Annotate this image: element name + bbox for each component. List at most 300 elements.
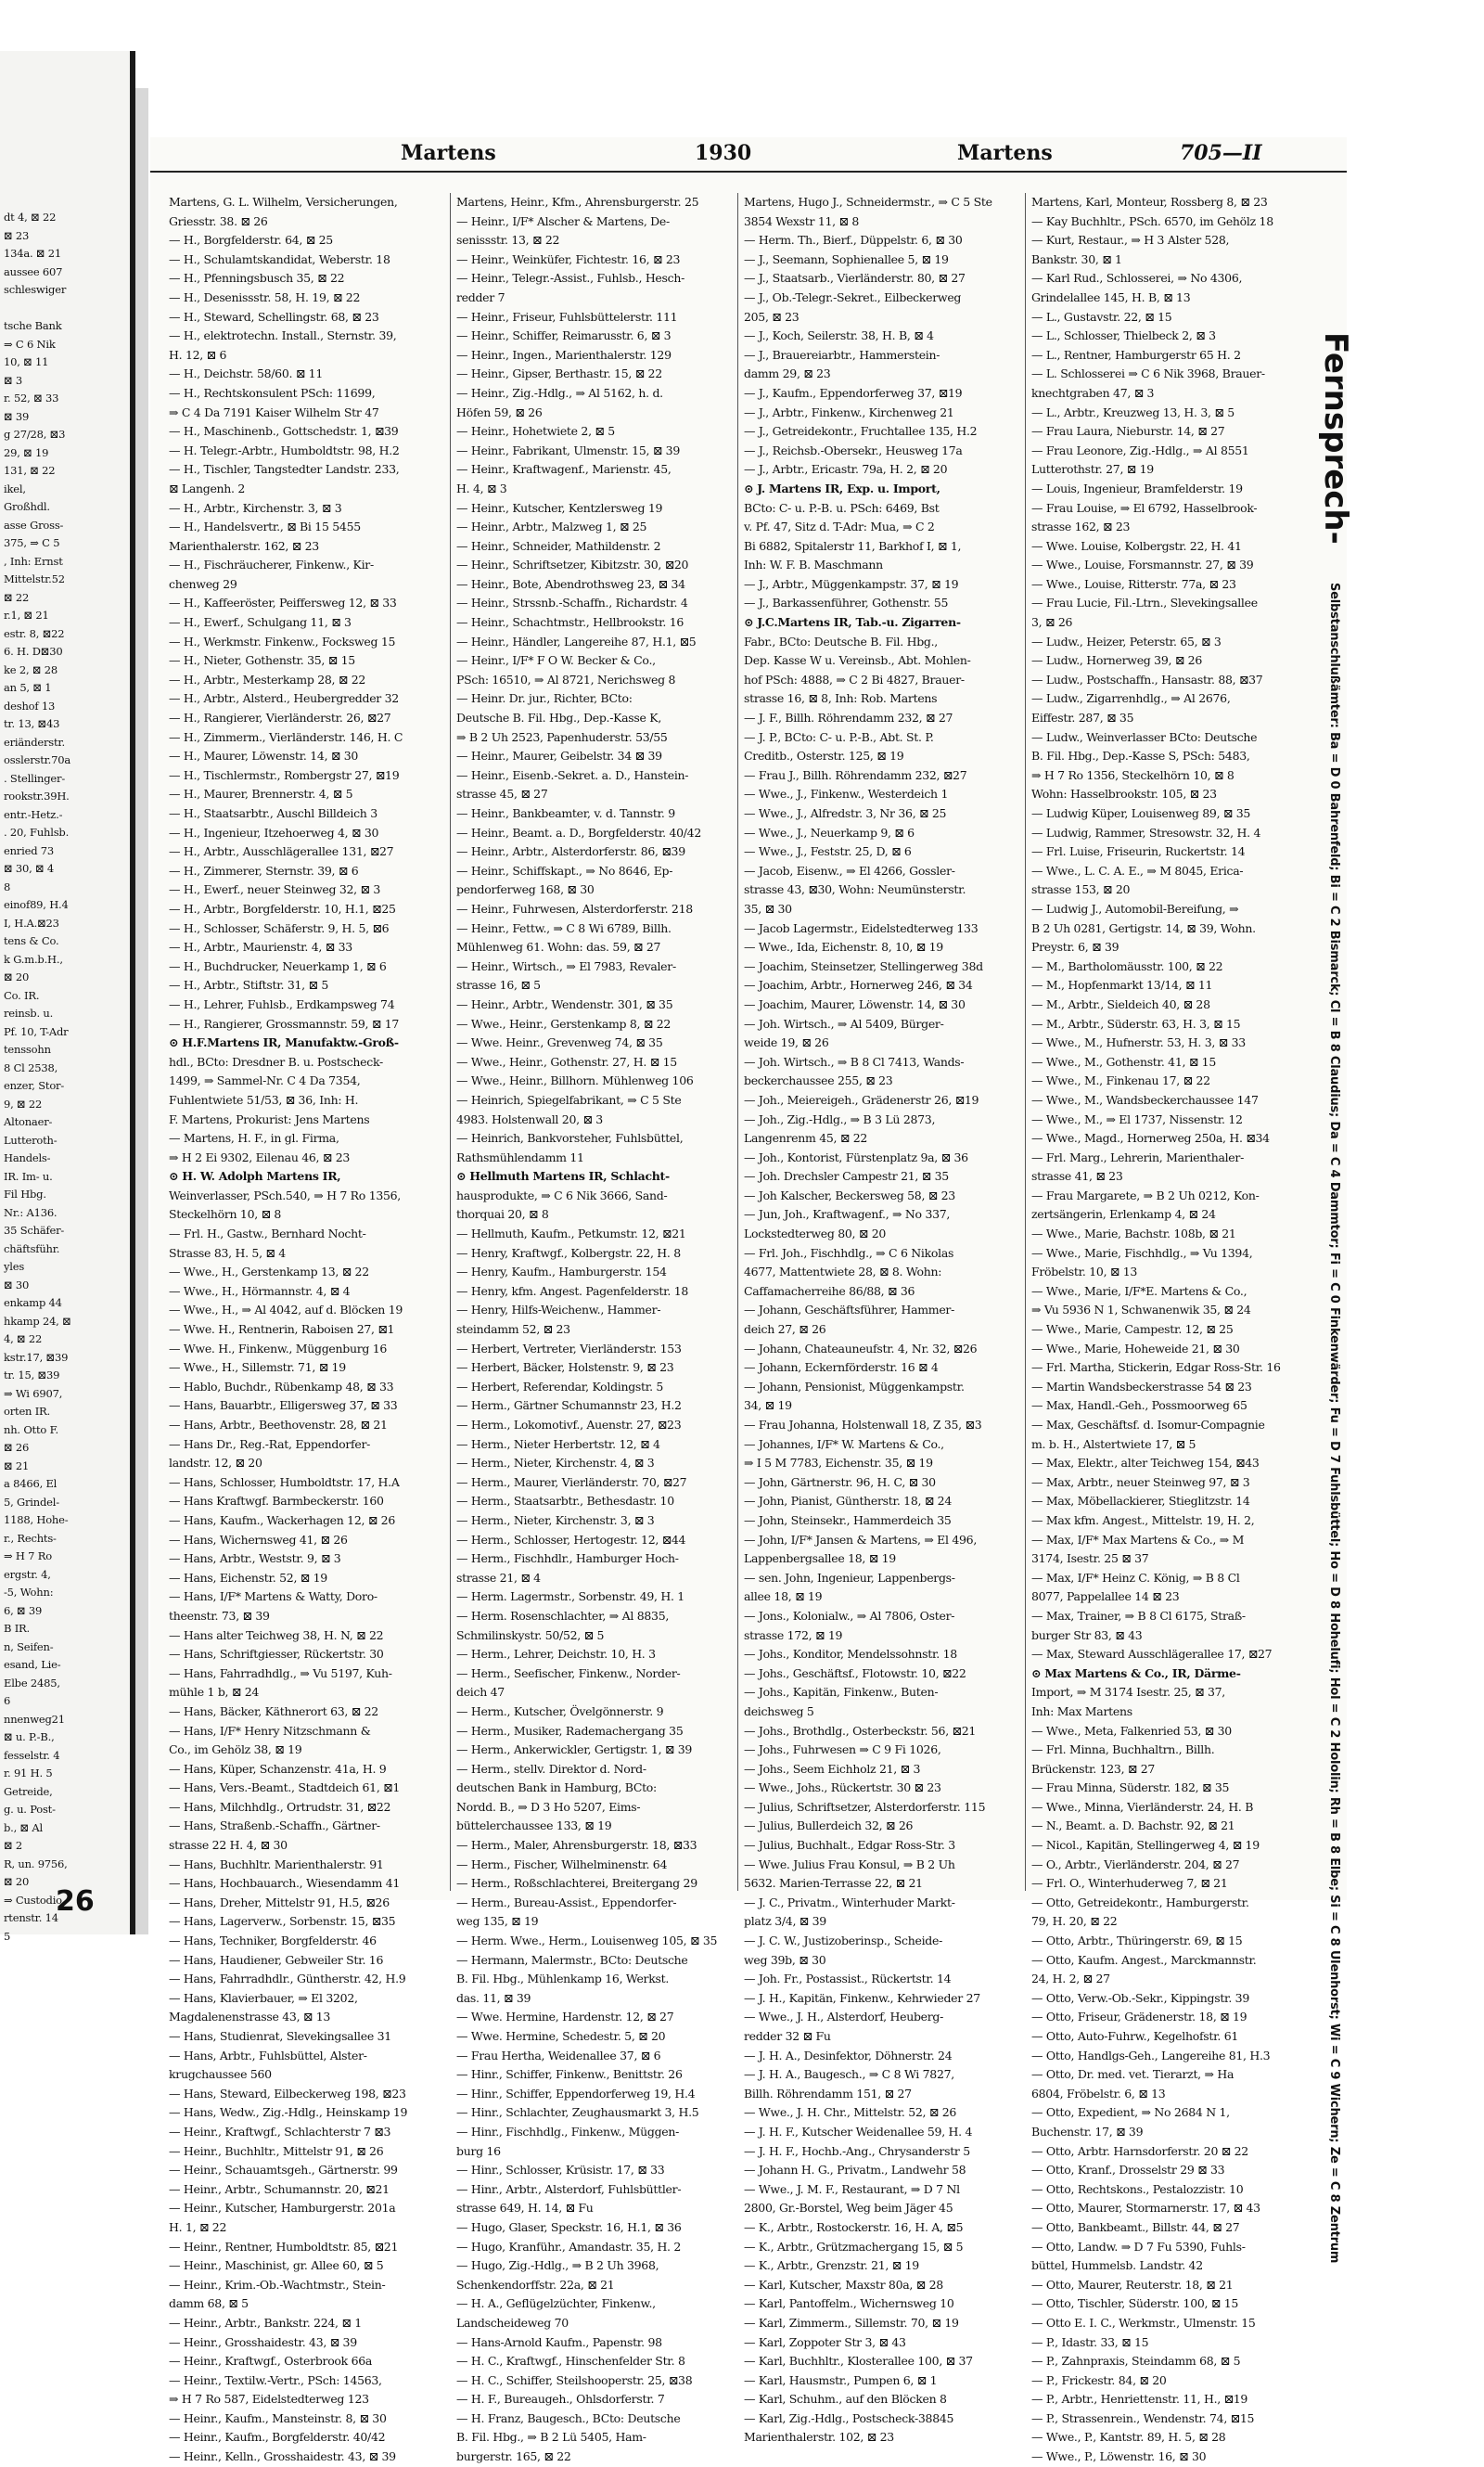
directory-entry-line: — Hugo, Zig.-Hdlg., ⇒ B 2 Uh 3968, [456, 2258, 659, 2273]
directory-entry-line: — Hans, Steward, Eilbeckerweg 198, ⊠23 [169, 2086, 406, 2101]
directory-entry-line: — Heinr., Kelln., Grosshaidestr. 43, ⊠ 39 [169, 2449, 396, 2464]
directory-entry-line: — Hans, I/F* Martens & Watty, Doro- [169, 1589, 377, 1604]
previous-page-line: 35 Schäfer- [4, 1224, 65, 1237]
directory-entry-line: — Wwe., H., Hörmannstr. 4, ⊠ 4 [169, 1283, 351, 1298]
directory-entry-line: — Heinr., Arbtr., Bankstr. 224, ⊠ 1 [169, 2315, 362, 2330]
directory-entry-line: steindamm 52, ⊠ 23 [456, 1322, 570, 1337]
previous-page-line: asse Gross- [4, 518, 64, 532]
directory-entry-line: ⇒ Vu 5936 N 1, Schwanenwik 35, ⊠ 24 [1031, 1303, 1251, 1317]
directory-entry-line: Schmilinskystr. 50/52, ⊠ 5 [456, 1627, 605, 1642]
directory-entry-line: — Herbert, Bäcker, Holstenstr. 9, ⊠ 23 [456, 1360, 674, 1375]
directory-entry-line: PSch: 16510, ⇒ Al 8721, Nerichsweg 8 [456, 672, 676, 687]
directory-entry-line: ⇒ I 5 M 7783, Eichenstr. 35, ⊠ 19 [744, 1456, 933, 1471]
directory-entry-line: — Heinr., Schriftsetzer, Kibitzstr. 30, ⊠20 [456, 558, 689, 572]
directory-entry-line: — Ludw., Zigarrenhdlg., ⇒ Al 2676, [1031, 691, 1231, 706]
directory-entry-line: — Max, I/F* Max Martens & Co., ⇒ M [1031, 1532, 1245, 1547]
directory-entry-line: — Johannes, I/F* W. Martens & Co., [744, 1436, 944, 1451]
previous-page-line: osslerstr.70a [4, 753, 71, 766]
directory-entry-line: — J., Reichsb.-Obersekr., Heusweg 17a [744, 443, 963, 457]
directory-entry-line: — Wwe., L. C. A. E., ⇒ M 8045, Erica- [1031, 863, 1244, 878]
directory-entry-line: — Heinr., Schneider, Mathildenstr. 2 [456, 538, 661, 553]
directory-entry-line: — H., Maurer, Löwenstr. 14, ⊠ 30 [169, 749, 359, 764]
previous-page-line: ⊠ u. P.-B., [4, 1730, 55, 1743]
directory-entry-line: — Otto, Auto-Fuhrw., Kegelhofstr. 61 [1031, 2029, 1239, 2043]
directory-entry-line: — L., Rentner, Hamburgerstr 65 H. 2 [1031, 347, 1241, 362]
directory-entry-line: Lutterothstr. 27, ⊠ 19 [1031, 462, 1154, 477]
directory-entry-line: — H., Borgfelderstr. 64, ⊠ 25 [169, 233, 333, 248]
column-rule [737, 193, 738, 1891]
directory-entry-line: — Wwe., Louise, Ritterstr. 77a, ⊠ 23 [1031, 576, 1236, 591]
directory-entry-line: — K., Arbtr., Grenzstr. 21, ⊠ 19 [744, 2258, 919, 2273]
directory-entry-line: Creditb., Osterstr. 125, ⊠ 19 [744, 749, 904, 764]
directory-entry-line: ⊙ Max Martens & Co., IR, Därme- [1031, 1665, 1241, 1680]
directory-column-3 [744, 193, 1018, 2445]
directory-entry-line: — P., Idastr. 33, ⊠ 15 [1031, 2334, 1149, 2349]
directory-entry-line: — Wwe., Heinr., Billhorn. Mühlenweg 106 [456, 1073, 694, 1088]
directory-entry-line: — H. Telegr.-Arbtr., Humboldtstr. 98, H.2 [169, 443, 400, 457]
directory-entry-line: — J. H. F., Hochb.-Ang., Chrysanderstr 5 [744, 2143, 970, 2158]
directory-entry-line: — Otto, Expedient, ⇒ No 2684 N 1, [1031, 2105, 1230, 2120]
directory-entry-line: — H., Desenissstr. 58, H. 19, ⊠ 22 [169, 289, 361, 304]
directory-entry-line: 4983. Holstenwall 20, ⊠ 3 [456, 1111, 603, 1126]
directory-entry-line: hdl., BCto: Dresdner B. u. Postscheck- [169, 1054, 383, 1069]
directory-entry-line: ⊙ J. Martens IR, Exp. u. Import, [744, 481, 940, 495]
directory-entry-line: — Heinr., Fabrikant, Ulmenstr. 15, ⊠ 39 [456, 443, 680, 457]
directory-entry-line: — Max, Arbtr., neuer Steinweg 97, ⊠ 3 [1031, 1474, 1250, 1489]
previous-page-line: ⊠ 23 [4, 228, 30, 242]
directory-entry-line: — H. Franz, Baugesch., BCto: Deutsche [456, 2410, 681, 2425]
directory-entry-line: 3, ⊠ 26 [1031, 615, 1073, 630]
directory-entry-line: — M., Arbtr., Sieldeich 40, ⊠ 28 [1031, 996, 1210, 1011]
directory-entry-line: — H., Rangierer, Grossmannstr. 59, ⊠ 17 [169, 1016, 400, 1031]
previous-page-line: ⊠ 22 [4, 590, 30, 604]
directory-entry-line: — Herm., Nieter, Kirchenstr. 3, ⊠ 3 [456, 1512, 655, 1527]
previous-page-line: 4, ⊠ 22 [4, 1332, 43, 1345]
directory-entry-line: ⊙ H.F.Martens IR, Manufaktw.-Groß- [169, 1035, 399, 1050]
directory-entry-line: — Herm., Schlosser, Hertogestr. 12, ⊠44 [456, 1532, 686, 1547]
directory-entry-line: — Frl. O., Winterhuderweg 7, ⊠ 21 [1031, 1876, 1228, 1891]
directory-entry-line: — Karl, Hausmstr., Pumpen 6, ⊠ 1 [744, 2372, 938, 2387]
directory-entry-line: — Herm., stellv. Direktor d. Nord- [456, 1761, 646, 1776]
previous-page-line: kstr.17, ⊠39 [4, 1350, 69, 1364]
directory-entry-line: — Hans, Dreher, Mittelstr 91, H.5, ⊠26 [169, 1895, 390, 1909]
header-page-number: 705—II [1180, 141, 1262, 165]
directory-entry-line: Rathsmühlendamm 11 [456, 1150, 584, 1164]
directory-entry-line: Deutsche B. Fil. Hbg., Dep.-Kasse K, [456, 711, 662, 726]
directory-entry-line: — Kurt, Restaur., ⇒ H 3 Alster 528, [1031, 233, 1230, 248]
directory-entry-line: — Frau Leonore, Zig.-Hdlg., ⇒ Al 8551 [1031, 443, 1249, 457]
directory-entry-line: — J. C. W., Justizoberinsp., Scheide- [744, 1934, 943, 1948]
directory-entry-line: — Heinr., Maurer, Geibelstr. 34 ⊠ 39 [456, 749, 662, 764]
directory-entry-line: — H. C., Kraftwgf., Hinschenfelder Str. 8 [456, 2354, 685, 2369]
directory-entry-line: Grindelallee 145, H. B, ⊠ 13 [1031, 289, 1191, 304]
directory-entry-line: — Wwe., Heinr., Gothenstr. 27, H. ⊠ 15 [456, 1054, 677, 1069]
directory-entry-line: — Herbert, Vertreter, Vierländerstr. 153 [456, 1341, 682, 1356]
directory-entry-line: — Herm., Maurer, Vierländerstr. 70, ⊠27 [456, 1474, 687, 1489]
previous-page-line: entr.-Hetz.- [4, 807, 63, 821]
directory-entry-line: — H., Ingenieur, Itzehoerweg 4, ⊠ 30 [169, 825, 379, 840]
directory-entry-line: — H., Werkmstr. Finkenw., Focksweg 15 [169, 634, 396, 649]
directory-entry-line: 5632. Marien-Terrasse 22, ⊠ 21 [744, 1876, 923, 1891]
directory-entry-line: — John, Steinsekr., Hammerdeich 35 [744, 1512, 952, 1527]
directory-entry-line: — Wwe., J., Neuerkamp 9, ⊠ 6 [744, 825, 915, 840]
previous-page-line: nh. Otto F. [4, 1422, 59, 1436]
directory-entry-line: thorquai 20, ⊠ 8 [456, 1207, 549, 1222]
directory-entry-line: — Joh. Wirtsch., ⇒ Al 5409, Bürger- [744, 1016, 944, 1031]
previous-page-line: ⊠ 30 [4, 1278, 30, 1291]
directory-entry-line: 8077, Pappelallee 14 ⊠ 23 [1031, 1589, 1180, 1604]
directory-entry-line: strasse 16, ⊠ 8, Inh: Rob. Martens [744, 691, 938, 706]
directory-entry-line: — M., Bartholomäusstr. 100, ⊠ 22 [1031, 958, 1223, 973]
previous-page-line: ⇒ C 6 Nik [4, 337, 56, 351]
directory-entry-line: burg 16 [456, 2143, 501, 2158]
directory-entry-line: — N., Beamt. a. D. Bachstr. 92, ⊠ 21 [1031, 1818, 1235, 1833]
directory-entry-line: — Johs., Kapitän, Finkenw., Buten- [744, 1685, 939, 1700]
directory-page [150, 137, 1354, 2464]
directory-entry-line: — H., Zimmerm., Vierländerstr. 146, H. C [169, 729, 403, 744]
directory-entry-line: chenweg 29 [169, 576, 237, 591]
directory-entry-line: — Heinr., Kutscher, Hamburgerstr. 201a [169, 2201, 396, 2216]
directory-entry-line: — Joh. Wirtsch., ⇒ B 8 Cl 7413, Wands- [744, 1054, 965, 1069]
directory-entry-line: Langenrenm 45, ⊠ 22 [744, 1131, 868, 1146]
previous-page-line: -5, Wohn: [4, 1586, 54, 1599]
directory-entry-line: Preystr. 6, ⊠ 39 [1031, 940, 1119, 955]
directory-entry-line: — Heinr., Kaufm., Borgfelderstr. 40/42 [169, 2430, 386, 2445]
directory-entry-line: — Hans, Wichernsweg 41, ⊠ 26 [169, 1532, 348, 1547]
directory-entry-line: Mühlenweg 61. Wohn: das. 59, ⊠ 27 [456, 940, 661, 955]
directory-entry-line: — Wwe., Marie, I/F*E. Martens & Co., [1031, 1283, 1247, 1298]
directory-entry-line: — Otto, Arbtr., Thüringerstr. 69, ⊠ 15 [1031, 1934, 1243, 1948]
directory-entry-line: — Wwe., J. H. Chr., Mittelstr. 52, ⊠ 26 [744, 2105, 957, 2120]
directory-entry-line: — Wwe., J. H., Alsterdorf, Heuberg- [744, 2010, 944, 2024]
previous-page-line: ⊠ 20 [4, 1875, 30, 1888]
previous-page-line: ⊠ 2 [4, 1839, 23, 1852]
directory-entry-line: — H., Ewerf., neuer Steinweg 32, ⊠ 3 [169, 882, 380, 897]
directory-entry-line: — J. H. F., Kutscher Weidenallee 59, H. 4 [744, 2124, 973, 2139]
directory-entry-line: ⊠ Langenh. 2 [169, 481, 246, 495]
directory-entry-line: — Hinr., Schlosser, Krüsistr. 17, ⊠ 33 [456, 2163, 665, 2178]
side-margin-legend [1300, 193, 1354, 2264]
column-rule [1025, 193, 1026, 1891]
directory-entry-line: Inh: W. F. B. Maschmann [744, 558, 883, 572]
directory-entry-line: — Karl, Zig.-Hdlg., Postscheck-38845 [744, 2410, 954, 2425]
directory-entry-line: — Hinr., Schlachter, Zeughausmarkt 3, H.5 [456, 2105, 699, 2120]
directory-entry-line: — Wwe., Meta, Falkenried 53, ⊠ 30 [1031, 1723, 1232, 1738]
directory-entry-line: strasse 45, ⊠ 27 [456, 787, 548, 802]
directory-entry-line: — Herm., Lehrer, Deichstr. 10, H. 3 [456, 1647, 656, 1662]
directory-entry-line: — Wwe., H., ⇒ Al 4042, auf d. Blöcken 19 [169, 1303, 403, 1317]
directory-entry-line: — Frl. H., Gastw., Bernhard Nocht- [169, 1227, 366, 1241]
directory-entry-line: — Joh., Meiereigeh., Grädenerstr 26, ⊠19 [744, 1092, 979, 1107]
directory-columns [169, 193, 1302, 2464]
directory-entry-line: ⊙ H. W. Adolph Martens IR, [169, 1169, 341, 1184]
directory-entry-line: — Frl. Minna, Buchhaltrn., Billh. [1031, 1742, 1215, 1757]
directory-entry-line: 3854 Wexstr 11, ⊠ 8 [744, 213, 859, 228]
directory-entry-line: — Heinr., Eisenb.-Sekret. a. D., Hanstein- [456, 767, 689, 782]
previous-page-line: tr. 15, ⊠39 [4, 1368, 60, 1381]
previous-page-line: r. 52, ⊠ 33 [4, 392, 59, 405]
directory-entry-line: Lockstedterweg 80, ⊠ 20 [744, 1227, 887, 1241]
previous-page-line: ikel, [4, 482, 26, 495]
directory-entry-line: — Wwe., M., Finkenau 17, ⊠ 22 [1031, 1073, 1210, 1088]
directory-entry-line: — Joh Kalscher, Beckersweg 58, ⊠ 23 [744, 1188, 955, 1202]
directory-entry-line: ⊙ Hellmuth Martens IR, Schlacht- [456, 1169, 670, 1184]
directory-entry-line: — H., Tischlermstr., Rombergstr 27, ⊠19 [169, 767, 400, 782]
directory-entry-line: — M., Arbtr., Süderstr. 63, H. 3, ⊠ 15 [1031, 1016, 1241, 1031]
directory-entry-line: — Heinr., Rentner, Humboldtstr. 85, ⊠21 [169, 2239, 399, 2254]
directory-entry-line: — Hans, Milchhdlg., Ortrudstr. 31, ⊠22 [169, 1799, 391, 1814]
directory-entry-line: — Herm., Fischer, Wilhelminenstr. 64 [456, 1857, 668, 1871]
previous-page-line: an 5, ⊠ 1 [4, 681, 52, 694]
directory-entry-line: — Hans, I/F* Henry Nitzschmann & [169, 1723, 371, 1738]
directory-entry-line: — Otto, Friseur, Grädenerstr. 18, ⊠ 19 [1031, 2010, 1247, 2024]
previous-page-line: . Stellinger- [4, 771, 66, 785]
directory-entry-line: — Karl, Schuhm., auf den Blöcken 8 [744, 2392, 947, 2407]
directory-entry-line: — Karl, Kutscher, Maxstr 80a, ⊠ 28 [744, 2277, 943, 2292]
directory-entry-line: — Wwe. Heinr., Grevenweg 74, ⊠ 35 [456, 1035, 663, 1050]
previous-page-line: B IR. [4, 1622, 30, 1635]
directory-entry-line: — Herbert, Referendar, Koldingstr. 5 [456, 1379, 664, 1394]
directory-entry-line: — Heinrich, Spiegelfabrikant, ⇒ C 5 Ste [456, 1092, 682, 1107]
directory-entry-line: — H., Arbtr., Kirchenstr. 3, ⊠ 3 [169, 500, 342, 515]
directory-entry-line: — Wwe., Heinr., Gerstenkamp 8, ⊠ 22 [456, 1016, 672, 1031]
directory-entry-line: — Wwe. H., Rentnerin, Raboisen 27, ⊠1 [169, 1322, 395, 1337]
directory-entry-line: — Otto, Maurer, Stormarnerstr. 17, ⊠ 43 [1031, 2201, 1260, 2216]
directory-entry-line: — Heinr., Schauamtsgeh., Gärtnerstr. 99 [169, 2163, 398, 2178]
directory-entry-line: — Heinr., Arbtr., Schumannstr. 20, ⊠21 [169, 2181, 390, 2196]
directory-entry-line: — J., Koch, Seilerstr. 38, H. B, ⊠ 4 [744, 328, 934, 343]
directory-entry-line: — Wwe., J., Alfredstr. 3, Nr 36, ⊠ 25 [744, 806, 947, 820]
directory-entry-line: — Heinr., Zig.-Hdlg., ⇒ Al 5162, h. d. [456, 385, 663, 400]
previous-page-line: 1188, Hohe- [4, 1513, 69, 1526]
directory-entry-line: ⇒ H 2 Ei 9302, Eilenau 46, ⊠ 23 [169, 1150, 351, 1164]
directory-entry-line: 4677, Mattentwiete 28, ⊠ 8. Wohn: [744, 1265, 942, 1279]
directory-entry-line: — Frau Johanna, Holstenwall 18, Z 35, ⊠3 [744, 1418, 982, 1432]
directory-entry-line: Fuhlentwiete 51/53, ⊠ 36, Inh: H. [169, 1092, 359, 1107]
directory-entry-line: — Otto, Kaufm. Angest., Marckmannstr. [1031, 1952, 1257, 1967]
previous-page-line: ⊠ 26 [4, 1441, 30, 1454]
directory-entry-line: — Frau Lucie, Fil.-Ltrn., Slevekingsallee [1031, 596, 1258, 610]
directory-entry-line: — Johann, Eckernförderstr. 16 ⊠ 4 [744, 1360, 939, 1375]
directory-entry-line: — Johs., Seem Eichholz 21, ⊠ 3 [744, 1761, 921, 1776]
directory-entry-line: Fabr., BCto: Deutsche B. Fil. Hbg., [744, 634, 938, 649]
previous-page-line: yles [4, 1260, 25, 1273]
directory-entry-line: — Henry, Kraftwgf., Kolbergstr. 22, H. 8 [456, 1245, 681, 1260]
previous-page-line: Handels- [4, 1151, 51, 1164]
directory-entry-line: — Heinr., Hohetwiete 2, ⊠ 5 [456, 424, 615, 439]
directory-entry-line: — J. H. A., Baugesch., ⇒ C 8 Wi 7827, [744, 2067, 954, 2082]
previous-page-line: Altonaer- [4, 1115, 53, 1128]
directory-entry-line: — Wwe., Marie, Hoheweide 21, ⊠ 30 [1031, 1341, 1240, 1356]
directory-entry-line: — Otto, Bankbeamt., Billstr. 44, ⊠ 27 [1031, 2219, 1240, 2234]
directory-entry-line: — Wwe., Marie, Campestr. 12, ⊠ 25 [1031, 1322, 1234, 1337]
directory-entry-line: — Frau Laura, Nieburstr. 14, ⊠ 27 [1031, 424, 1225, 439]
directory-entry-line: — L., Schlosser, Thielbeck 2, ⊠ 3 [1031, 328, 1216, 343]
directory-entry-line: — Johs., Konditor, Mendelssohnstr. 18 [744, 1647, 957, 1662]
directory-entry-line: — Heinr., Beamt. a. D., Borgfelderstr. 40/42 [456, 825, 701, 840]
directory-entry-line: — Max, Möbellackierer, Stieglitzstr. 14 [1031, 1494, 1250, 1509]
directory-entry-line: — P., Frickestr. 84, ⊠ 20 [1031, 2372, 1167, 2387]
directory-entry-line: — H., Schulamtskandidat, Weberstr. 18 [169, 251, 390, 266]
previous-page-line: r.1, ⊠ 21 [4, 609, 49, 622]
directory-entry-line: — Wwe., M., Hufnerstr. 53, H. 3, ⊠ 33 [1031, 1035, 1246, 1050]
previous-page-line: 134a. ⊠ 21 [4, 247, 62, 260]
previous-page-line: n, Seifen- [4, 1639, 54, 1653]
directory-entry-line: — Louis, Ingenieur, Bramfelderstr. 19 [1031, 481, 1243, 495]
directory-entry-line: — H., Arbtr., Maurienstr. 4, ⊠ 33 [169, 940, 352, 955]
previous-page-line: Elbe 2485, [4, 1676, 60, 1690]
directory-entry-line: — Hans, Vers.-Beamt., Stadtdeich 61, ⊠1 [169, 1780, 400, 1795]
directory-entry-line: — J., Arbtr., Finkenw., Kirchenweg 21 [744, 405, 954, 419]
directory-entry-line: — Wwe., P., Kantstr. 89, H. 5, ⊠ 28 [1031, 2430, 1226, 2445]
directory-entry-line: — Heinr., Schiffer, Reimarusstr. 6, ⊠ 3 [456, 328, 672, 343]
previous-page-line: enzer, Stor- [4, 1079, 65, 1092]
directory-entry-line: — Wwe. H., Finkenw., Müggenburg 16 [169, 1341, 388, 1356]
directory-entry-line: strasse 21, ⊠ 4 [456, 1570, 541, 1585]
directory-entry-line: — Frau Louise, ⇒ El 6792, Hasselbrook- [1031, 500, 1258, 515]
directory-entry-line: senissstr. 13, ⊠ 22 [456, 233, 560, 248]
previous-page-line: ⇒ Custodio [4, 1893, 62, 1907]
directory-entry-line: Caffamacherreihe 86/88, ⊠ 36 [744, 1283, 915, 1298]
directory-entry-line: — Heinr., Krim.-Ob.-Wachtmstr., Stein- [169, 2277, 386, 2292]
directory-entry-line: — Herm., Nieter, Kirchenstr. 4, ⊠ 3 [456, 1456, 655, 1471]
previous-page-line: Mittelstr.52 [4, 572, 65, 585]
directory-entry-line: — H., Zimmerer, Sternstr. 39, ⊠ 6 [169, 863, 359, 878]
previous-page-line: R, un. 9756, [4, 1857, 68, 1870]
directory-entry-line: — M., Hopfenmarkt 13/14, ⊠ 11 [1031, 978, 1213, 993]
directory-entry-line: — Hans, Arbtr., Beethovenstr. 28, ⊠ 21 [169, 1418, 388, 1432]
directory-entry-line: allee 18, ⊠ 19 [744, 1589, 823, 1604]
directory-entry-line: strasse 22 H. 4, ⊠ 30 [169, 1838, 288, 1853]
directory-entry-line: — Hans-Arnold Kaufm., Papenstr. 98 [456, 2334, 662, 2349]
directory-entry-line: — Heinr., Wirtsch., ⇒ El 7983, Revaler- [456, 958, 676, 973]
directory-entry-line: B. Fil. Hbg., Dep.-Kasse S, PSch: 5483, [1031, 749, 1250, 764]
previous-page-line: Co. IR. [4, 988, 40, 1002]
directory-entry-line: strasse 172, ⊠ 19 [744, 1627, 843, 1642]
directory-entry-line: — J., Staatsarb., Vierländerstr. 80, ⊠ 27 [744, 271, 966, 286]
directory-entry-line: — Hans, Haudiener, Gebweiler Str. 16 [169, 1952, 384, 1967]
directory-entry-line: Schenkendorffstr. 22a, ⊠ 21 [456, 2277, 615, 2292]
previous-page-line: g 27/28, ⊠3 [4, 428, 66, 441]
directory-entry-line: — Karl Rud., Schlosserei, ⇒ No 4306, [1031, 271, 1243, 286]
directory-entry-line: 24, H. 2, ⊠ 27 [1031, 1972, 1110, 1986]
directory-entry-line: — Herm., Gärtner Schumannstr 23, H.2 [456, 1398, 682, 1413]
previous-page-line: tsche Bank [4, 319, 62, 332]
directory-entry-line: — Hans, Studienrat, Slevekingsallee 31 [169, 2029, 391, 2043]
directory-entry-line: — Frau Minna, Süderstr. 182, ⊠ 35 [1031, 1780, 1230, 1795]
directory-entry-line: — Herm., Seefischer, Finkenw., Norder- [456, 1665, 681, 1680]
directory-entry-line: — Otto, Kranf., Drosselstr 29 ⊠ 33 [1031, 2163, 1225, 2178]
directory-entry-line: Wohn: Hasselbrookstr. 105, ⊠ 23 [1031, 787, 1217, 802]
directory-entry-line: — Hans, Straßenb.-Schaffn., Gärtner- [169, 1818, 380, 1833]
directory-entry-line: — Joh. Fr., Postassist., Rückertstr. 14 [744, 1972, 952, 1986]
directory-entry-line: — Wwe., J. M. F., Restaurant, ⇒ D 7 Nl [744, 2181, 960, 2196]
previous-page-line: 8 [4, 880, 11, 893]
directory-entry-line: Martens, G. L. Wilhelm, Versicherungen, [169, 195, 398, 209]
directory-entry-line: — Wwe., P., Löwenstr. 16, ⊠ 30 [1031, 2449, 1207, 2464]
directory-entry-line: 1499, ⇒ Sammel-Nr. C 4 Da 7354, [169, 1073, 361, 1088]
directory-entry-line: — Johs., Fuhrwesen ⇒ C 9 Fi 1026, [744, 1742, 941, 1757]
directory-entry-line: — Joachim, Maurer, Löwenstr. 14, ⊠ 30 [744, 996, 966, 1011]
directory-entry-line: BCto: C- u. P.-B. u. PSch: 6469, Bst [744, 500, 940, 515]
directory-entry-line: Dep. Kasse W u. Vereinsb., Abt. Mohlen- [744, 653, 971, 668]
directory-entry-line: 6804, Fröbelstr. 6, ⊠ 13 [1031, 2086, 1166, 2101]
directory-entry-line: burgerstr. 165, ⊠ 22 [456, 2449, 571, 2464]
directory-entry-line: — J. P., BCto: C- u. P.-B., Abt. St. P. [744, 729, 934, 744]
directory-entry-line: — Heinr., Weinküfer, Fichtestr. 16, ⊠ 23 [456, 251, 681, 266]
previous-page-line: enkamp 44 [4, 1296, 62, 1309]
directory-entry-line: — Herm., Kutscher, Övelgönnerstr. 9 [456, 1703, 664, 1718]
previous-page-line: r., Rechts- [4, 1531, 57, 1545]
directory-entry-line: Marienthalerstr. 162, ⊠ 23 [169, 538, 319, 553]
previous-page-line: , Inh: Ernst [4, 554, 63, 568]
directory-entry-line: — Hugo, Kranführ., Amandastr. 35, H. 2 [456, 2239, 682, 2254]
directory-entry-line: — Heinr., I/F* F O W. Becker & Co., [456, 653, 656, 668]
directory-entry-line: — H., Maurer, Brennerstr. 4, ⊠ 5 [169, 787, 353, 802]
previous-page-line: ⇒ H 7 Ro [4, 1549, 52, 1562]
directory-entry-line: — Hans, Fahrradhdlg., ⇒ Vu 5197, Kuh- [169, 1665, 392, 1680]
previous-page-line: enried 73 [4, 843, 55, 857]
directory-entry-line: — Otto, Handlgs-Geh., Langereihe 81, H.3 [1031, 2048, 1271, 2062]
directory-entry-line: — Heinr., Fuhrwesen, Alsterdorferstr. 218 [456, 901, 693, 916]
directory-entry-line: — Hinr., Arbtr., Alsterdorf, Fuhlsbüttler- [456, 2181, 682, 2196]
directory-entry-line: — Otto, Landw. ⇒ D 7 Fu 5390, Fuhls- [1031, 2239, 1246, 2254]
directory-entry-line: — P., Zahnpraxis, Steindamm 68, ⊠ 5 [1031, 2354, 1241, 2369]
directory-entry-line: Landscheideweg 70 [456, 2315, 569, 2330]
previous-page-line: 29, ⊠ 19 [4, 445, 49, 459]
previous-page-line [4, 300, 126, 318]
previous-page-line: rookstr.39H. [4, 790, 70, 803]
directory-entry-line: — Hermann, Malermstr., BCto: Deutsche [456, 1952, 688, 1967]
previous-page-line: . 20, Fuhlsb. [4, 826, 70, 839]
directory-entry-line: — Otto, Maurer, Reuterstr. 18, ⊠ 21 [1031, 2277, 1234, 2292]
directory-entry-line: — Heinr., Kutscher, Kentzlersweg 19 [456, 500, 663, 515]
directory-entry-line: — Herm., Lokomotivf., Auenstr. 27, ⊠23 [456, 1418, 682, 1432]
previous-page-line: ⇒ Wi 6907, [4, 1386, 63, 1400]
directory-entry-line: ⊙ J.C.Martens IR, Tab.-u. Zigarren- [744, 615, 961, 630]
directory-entry-line: — Herm., Musiker, Rademachergang 35 [456, 1723, 684, 1738]
directory-entry-line: H. 1, ⊠ 22 [169, 2219, 227, 2234]
directory-entry-line: — Frau Hertha, Weidenallee 37, ⊠ 6 [456, 2048, 661, 2062]
directory-entry-line: — Heinr., Ingen., Marienthalerstr. 129 [456, 347, 672, 362]
previous-page-line: Getreide, [4, 1784, 53, 1798]
directory-entry-line: mühle 1 b, ⊠ 24 [169, 1685, 260, 1700]
directory-entry-line: — Heinr., Kaufm., Mansteinstr. 8, ⊠ 30 [169, 2410, 387, 2425]
directory-entry-line: — Heinr., Telegr.-Assist., Fuhlsb., Hesch- [456, 271, 685, 286]
directory-entry-line: 79, H. 20, ⊠ 22 [1031, 1914, 1118, 1929]
directory-entry-line: Fröbelstr. 10, ⊠ 13 [1031, 1265, 1138, 1279]
previous-page-line: 10, ⊠ 11 [4, 355, 49, 368]
directory-entry-line: — Julius, Bullerdeich 32, ⊠ 26 [744, 1818, 914, 1833]
directory-entry-line: — Joachim, Arbtr., Hornerweg 246, ⊠ 34 [744, 978, 973, 993]
directory-entry-line: — H., Arbtr., Ausschlägerallee 131, ⊠27 [169, 844, 394, 859]
directory-entry-line: — Ludwig Küper, Louisenweg 89, ⊠ 35 [1031, 806, 1251, 820]
directory-entry-line: burger Str 83, ⊠ 43 [1031, 1627, 1143, 1642]
previous-page-line: 375, ⇒ C 5 [4, 536, 60, 549]
directory-entry-line: — J., Brauereiarbtr., Hammerstein- [744, 347, 940, 362]
directory-entry-line: — J., Arbtr., Ericastr. 79a, H. 2, ⊠ 20 [744, 462, 948, 477]
previous-page-line: ke 2, ⊠ 28 [4, 662, 58, 676]
directory-entry-line: zertsängerin, Erlenkamp 4, ⊠ 24 [1031, 1207, 1216, 1222]
header-surname-left: Martens [401, 141, 496, 165]
directory-entry-line: — Jacob Lagermstr., Eidelstedterweg 133 [744, 920, 979, 935]
directory-entry-line: — sen. John, Ingenieur, Lappenbergs- [744, 1570, 955, 1585]
directory-entry-line: — Max kfm. Angest., Mittelstr. 19, H. 2, [1031, 1512, 1255, 1527]
directory-entry-line: deich 47 [456, 1685, 505, 1700]
directory-entry-line: — Herm. Lagermstr., Sorbenstr. 49, H. 1 [456, 1589, 684, 1604]
previous-page-line: reinsb. u. [4, 1007, 54, 1020]
directory-entry-line: — H., Buchdrucker, Neuerkamp 1, ⊠ 6 [169, 958, 387, 973]
